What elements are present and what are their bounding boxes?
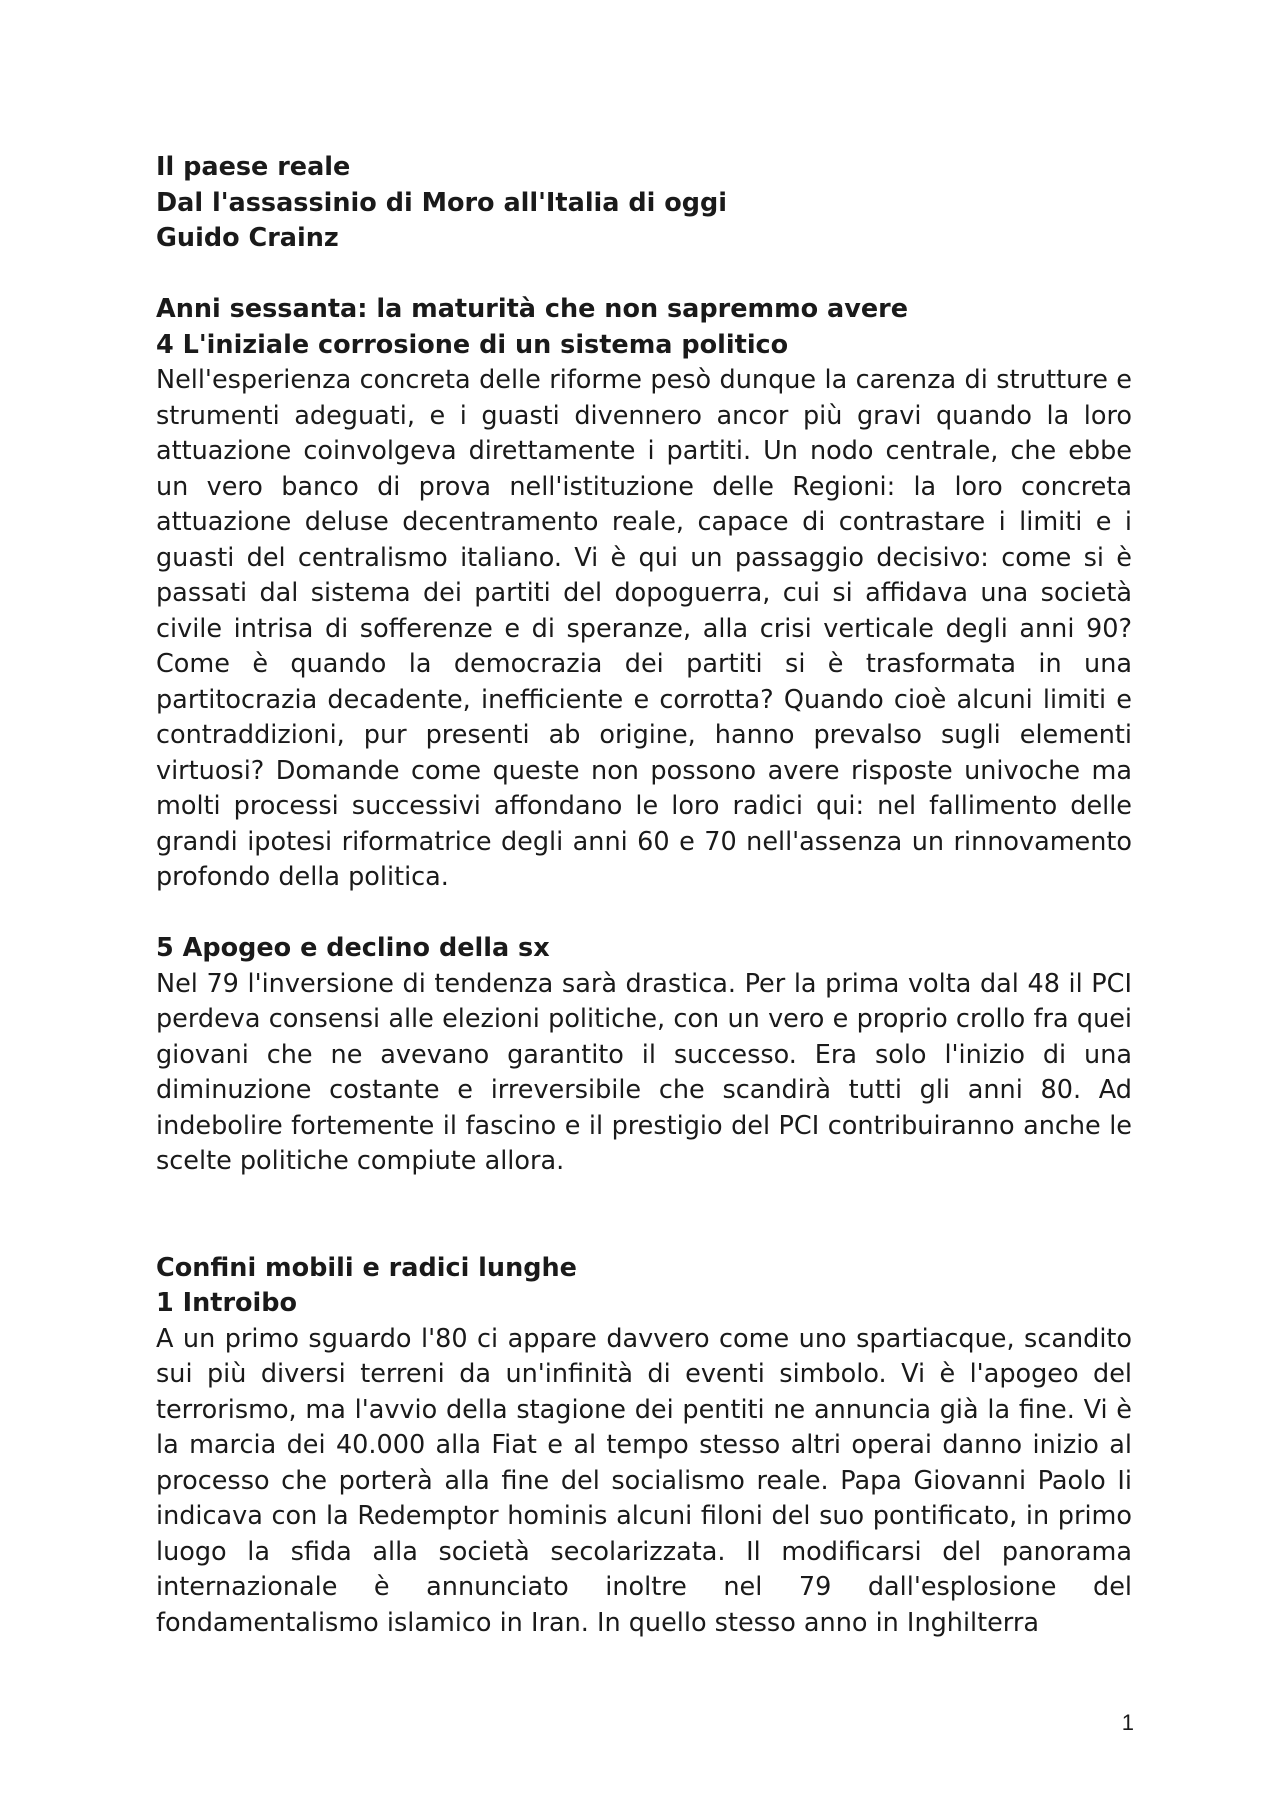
section-heading: 5 Apogeo e declino della sx: [156, 933, 550, 963]
section-paragraph: Nel 79 l'inversione di tendenza sarà drastica. Per la prima volta dal 48 il PCI perdeva consensi alle elezioni politiche, con un vero e proprio crollo fra quei giovani che ne avevano garantito il successo. Era solo l'inizio di una diminuzione costante e irreversibile che scandirà tutti gli anni 80. Ad indebolire fortemente il fascino e il prestigio del PCI contribuiranno anche le scelte politiche compiute allora.: [156, 968, 1132, 1176]
book-title: Il paese reale: [156, 152, 351, 182]
document-body: [156, 150, 1132, 1641]
spacer: [156, 257, 1132, 293]
book-author: Guido Crainz: [156, 223, 339, 253]
section-paragraph: Nell'esperienza concreta delle riforme pesò dunque la carenza di strutture e strumenti adeguati, e i guasti divennero ancor più gravi quando la loro attuazione coinvolgeva direttamente i partiti. Un nodo centrale, che ebbe un vero banco di prova nell'istituzione delle Regioni: la loro concreta attuazione deluse decentramento reale, capace di contrastare i limiti e i guasti del centralismo italiano. Vi è qui un passaggio decisivo: come si è passati dal sistema dei partiti del dopoguerra, cui si affidava una società civile intrisa di sofferenze e di speranze, alla crisi verticale degli anni 90? Come è quando la democrazia dei partiti si è trasformata in una partitocrazia decadente, inefficiente e corrotta? Quando cioè alcuni limiti e contraddizioni, pur presenti ab origine, hanno prevalso sugli elementi virtuosi? Domande come queste non possono avere risposte univoche ma molti processi successivi affondano le loro radici qui: nel fallimento delle grandi ipotesi riformatrice degli anni 60 e 70 nell'assenza un rinnovamento profondo della politica.: [156, 365, 1132, 892]
section-paragraph: A un primo sguardo l'80 ci appare davvero come uno spartiacque, scandito sui più diversi terreni da un'infinità di eventi simbolo. Vi è l'apogeo del terrorismo, ma l'avvio della stagione dei pentiti ne annuncia già la fine. Vi è la marcia dei 40.000 alla Fiat e al tempo stesso altri operai danno inizio al processo che porterà alla fine del socialismo reale. Papa Giovanni Paolo Ii indicava con la Redemptor hominis alcuni filoni del suo pontificato, in primo luogo la sfida alla società secolarizzata. Il modificarsi del panorama internazionale è annunciato inoltre nel 79 dall'esplosione del fondamentalismo islamico in Iran. In quello stesso anno in Inghilterra: [156, 1323, 1132, 1638]
chapter-title: Confini mobili e radici lunghe: [156, 1252, 577, 1283]
section-heading: 1 Introibo: [156, 1288, 298, 1318]
book-subtitle: Dal l'assassinio di Moro all'Italia di oggi: [156, 187, 728, 218]
spacer: [156, 896, 1132, 932]
chapter-title: Anni sessanta: la maturità che non sapremmo avere: [156, 294, 909, 324]
section-heading: 4 L'iniziale corrosione di un sistema politico: [156, 329, 789, 360]
page-number: 1: [1121, 1710, 1134, 1735]
spacer: [156, 1180, 1132, 1251]
